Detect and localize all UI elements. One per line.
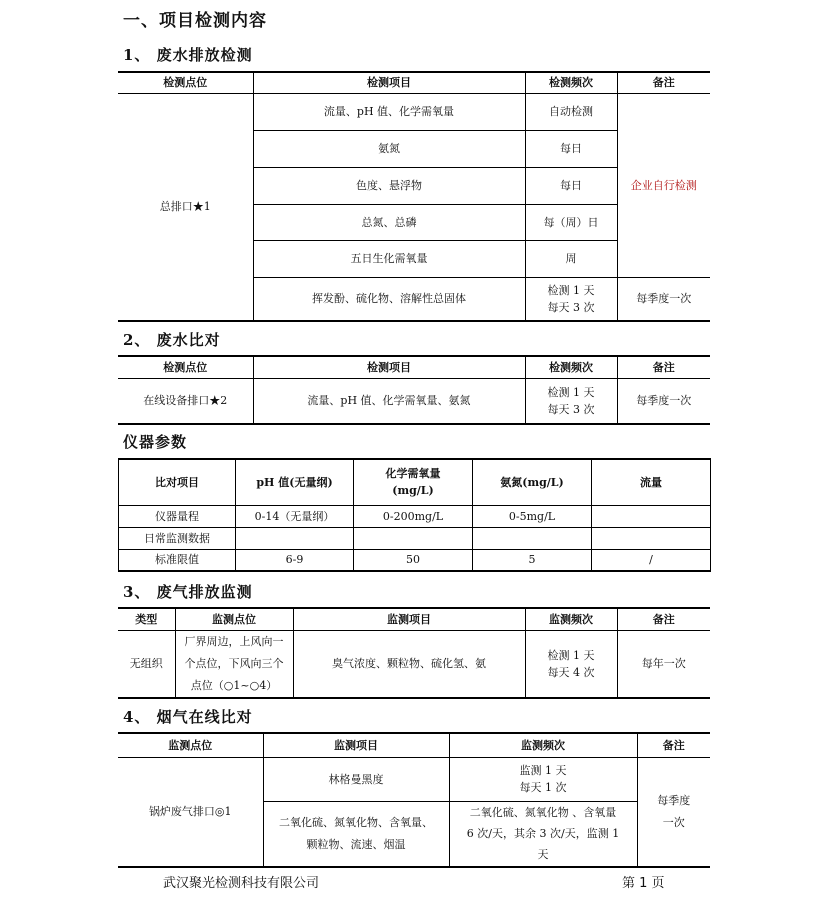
col-header-frequency: 监测频次 [525,608,617,630]
table-cell-frequency: 周 [525,240,617,277]
col-header-frequency: 检测频次 [525,356,617,378]
col-header-compare-item: 比对项目 [119,459,236,505]
table-cell [473,527,592,549]
col-header-ammonia: 氨氮(mg/L) [473,459,592,505]
table-wastewater-comparison [118,355,710,425]
table-cell-note: 每季度一次 [617,277,710,321]
page-heading: 一、项目检测内容 [123,11,267,31]
monitoring-point: 在线设备排口★2 [118,378,253,424]
col-header-frequency: 检测频次 [525,72,617,93]
section-title-wastewater-comparison: 2、 废水比对 [123,331,221,349]
table-cell-note: 每季度一次 [617,378,710,424]
section-title-exhaust-gas: 3、 废气排放监测 [123,583,253,601]
table-cell-item: 氨氮 [253,130,525,167]
table-instrument-params [118,458,711,572]
col-header-item: 检测项目 [253,72,525,93]
table-cell-item: 臭气浓度、颗粒物、硫化氢、氨 [293,630,525,698]
note-self-monitoring: 企业自行检测 [617,93,710,277]
table-cell-item: 二氧化硫、氮氧化物、含氧量、 颗粒物、流速、烟温 [263,801,449,867]
footer-page-number: 第 1 页 [622,876,665,891]
table-cell-frequency: 每（周）日 [525,204,617,240]
col-header-item: 监测项目 [293,608,525,630]
monitoring-point: 锅炉废气排口◎1 [118,757,263,867]
table-cell-point: 厂界周边，上风向一 个点位，下风向三个 点位（○1~○4） [175,630,293,698]
section-title-wastewater-discharge: 1、 废水排放检测 [123,46,253,64]
table-cell: 0-14（无量纲） [236,505,354,527]
table-cell-item: 总氮、总磷 [253,204,525,240]
table-cell: 0-5mg/L [473,505,592,527]
table-cell-frequency: 每日 [525,167,617,204]
table-cell-frequency: 每日 [525,130,617,167]
table-cell-frequency: 监测 1 天 每天 1 次 [449,757,637,801]
table-cell [592,505,711,527]
table-flue-gas [118,732,710,868]
table-cell [354,527,473,549]
col-header-type: 类型 [118,608,175,630]
col-header-note: 备注 [617,72,710,93]
col-header-cod: 化学需氧量 (mg/L) [354,459,473,505]
table-cell: / [592,549,711,571]
table-cell [236,527,354,549]
col-header-note: 备注 [617,356,710,378]
table-cell: 6-9 [236,549,354,571]
table-cell: 日常监测数据 [119,527,236,549]
table-cell: 仪器量程 [119,505,236,527]
table-cell: 50 [354,549,473,571]
table-cell-frequency: 检测 1 天 每天 4 次 [525,630,617,698]
col-header-point: 监测点位 [175,608,293,630]
table-cell-frequency: 检测 1 天 每天 3 次 [525,277,617,321]
footer-company: 武汉聚光检测科技有限公司 [163,876,320,891]
col-header-frequency: 监测频次 [449,733,637,757]
col-header-item: 检测项目 [253,356,525,378]
table-wastewater-discharge [118,71,710,322]
col-header-note: 备注 [637,733,710,757]
table-cell-frequency: 二氧化硫、氮氧化物 、含氧量 6 次/天，其余 3 次/天，监测 1 天 [449,801,637,867]
table-cell-type: 无组织 [118,630,175,698]
table-cell-note: 每年一次 [617,630,710,698]
col-header-item: 监测项目 [263,733,449,757]
col-header-point: 检测点位 [118,356,253,378]
table-cell-note: 每季度 一次 [637,757,710,867]
table-cell-item: 流量、pH 值、化学需氧量 [253,93,525,130]
table-cell: 标准限值 [119,549,236,571]
table-exhaust-gas [118,607,710,699]
col-header-ph: pH 值(无量纲) [236,459,354,505]
monitoring-point: 总排口★1 [118,93,253,321]
table-cell: 0-200mg/L [354,505,473,527]
table-cell-frequency: 自动检测 [525,93,617,130]
table-cell-item: 流量、pH 值、化学需氧量、氨氮 [253,378,525,424]
col-header-note: 备注 [617,608,710,630]
col-header-flow: 流量 [592,459,711,505]
table-cell-frequency: 检测 1 天 每天 3 次 [525,378,617,424]
table-cell-item: 色度、悬浮物 [253,167,525,204]
section-title-flue-gas: 4、 烟气在线比对 [123,708,253,726]
col-header-point: 监测点位 [118,733,263,757]
table-cell-item: 五日生化需氧量 [253,240,525,277]
table-cell: 5 [473,549,592,571]
section-title-instrument-params: 仪器参数 [123,433,188,451]
table-cell [592,527,711,549]
table-cell-item: 挥发酚、硫化物、溶解性总固体 [253,277,525,321]
table-cell-item: 林格曼黑度 [263,757,449,801]
col-header-point: 检测点位 [118,72,253,93]
